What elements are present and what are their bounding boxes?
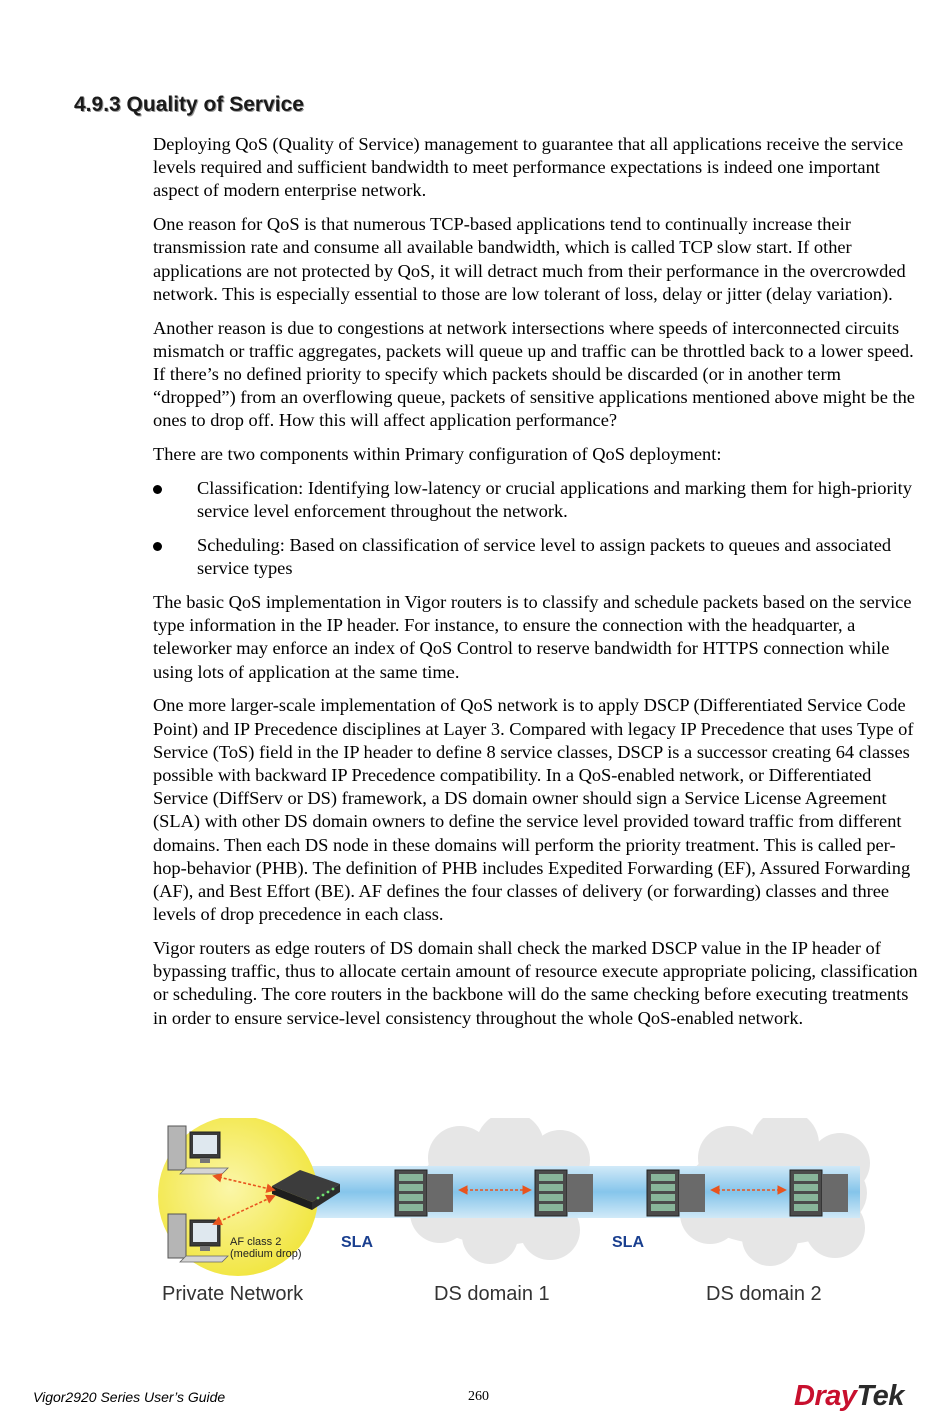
caption-private-network: Private Network [162, 1283, 304, 1305]
caption-ds-domain-2: DS domain 2 [706, 1283, 822, 1305]
footer-guide-title: Vigor2920 Series User’s Guide [33, 1389, 226, 1405]
list-item [153, 534, 925, 580]
bullet-icon [153, 542, 162, 551]
paragraph-components: There are two components within Primary configuration of QoS deployment: [153, 444, 722, 465]
caption-ds-domain-1: DS domain 1 [434, 1283, 550, 1305]
paragraph-intro: Deploying QoS (Quality of Service) management to guarantee that all applications receive the service levels required and sufficient bandwidth to meet performance expectations is indeed one important aspect of modern enterprise network. [153, 134, 904, 201]
body-text [153, 133, 925, 1040]
bullet-text: Scheduling: Based on classification of service level to assign packets to queues and associated service types [197, 535, 892, 579]
sla-label: SLA [341, 1234, 373, 1251]
server-rack-icon [535, 1170, 593, 1216]
logo-dray: Dray [794, 1380, 857, 1412]
logo-tek: Tek [856, 1380, 904, 1412]
bullet-list [153, 477, 925, 580]
server-rack-icon [395, 1170, 453, 1216]
list-item [153, 477, 925, 523]
bullet-text: Classification: Identifying low-latency or crucial applications and marking them for high-priority service level enforcement throughout the network. [197, 478, 912, 522]
draytek-logo [794, 1380, 904, 1413]
paragraph-vigor-basic: The basic QoS implementation in Vigor routers is to classify and schedule packets based on the service type information in the IP header. For instance, to ensure the connection with the headquarter, a teleworker may enforce an index of QoS Control to reserve bandwidth for HTTPS connection while using lots of application at the same time. [153, 592, 912, 682]
section-heading: 4.9.3 Quality of Service [74, 93, 304, 116]
paragraph-tcp: One reason for QoS is that numerous TCP-based applications tend to continually increase their transmission rate and consume all available bandwidth, which is called TCP slow start. If other applications are not protected by QoS, it will detract much from their performance in the overcrowded network. This is especially essential to those are low tolerant of loss, delay or jitter (delay variation). [153, 214, 906, 304]
paragraph-dscp: One more larger-scale implementation of QoS network is to apply DSCP (Differentiated Service Code Point) and IP Precedence disciplines at Layer 3. Compared with legacy IP Precedence that uses Type of Service (ToS) field in the IP header to define 8 service classes, DSCP is a successor creating 64 classes possible with backward IP Precedence compatibility. In a QoS-enabled network, or Differentiated Service (DiffServ or DS) framework, a DS domain owner should sign a Service License Agreement (SLA) with other DS domain owners to define the service level provided toward traffic from different domains. Then each DS node in these domains will perform the priority treatment. This is called per-hop-behavior (PHB). The definition of PHB includes Expedited Forwarding (EF), Assured Forwarding (AF), and Best Effort (BE). AF defines the four classes of delivery (or forwarding) classes and three levels of drop precedence in each class. [153, 695, 914, 925]
bullet-icon [153, 485, 162, 494]
qos-diagram [150, 1118, 890, 1313]
page-number: 260 [468, 1389, 489, 1404]
paragraph-edge-routers: Vigor routers as edge routers of DS domain shall check the marked DSCP value in the IP header of bypassing traffic, thus to allocate certain amount of resource execute appropriate policing, classification or scheduling. The core routers in the backbone will do the same checking before executing treatments in order to ensure service-level consistency throughout the whole QoS-enabled network. [153, 938, 918, 1028]
paragraph-congestion: Another reason is due to congestions at network intersections where speeds of interconnected circuits mismatch or traffic aggregates, packets will queue up and traffic can be throttled back to a lower speed. If there’s no defined priority to specify which packets should be discarded (or in another term “dropped”) from an overflowing queue, packets of sensitive applications mentioned above might be the ones to drop off. How this will affect application performance? [153, 317, 915, 431]
af-class-label: AF class 2 [230, 1236, 282, 1248]
server-rack-icon [790, 1170, 848, 1216]
sla-label: SLA [612, 1234, 644, 1251]
af-drop-label: (medium drop) [230, 1248, 302, 1260]
server-rack-icon [647, 1170, 705, 1216]
